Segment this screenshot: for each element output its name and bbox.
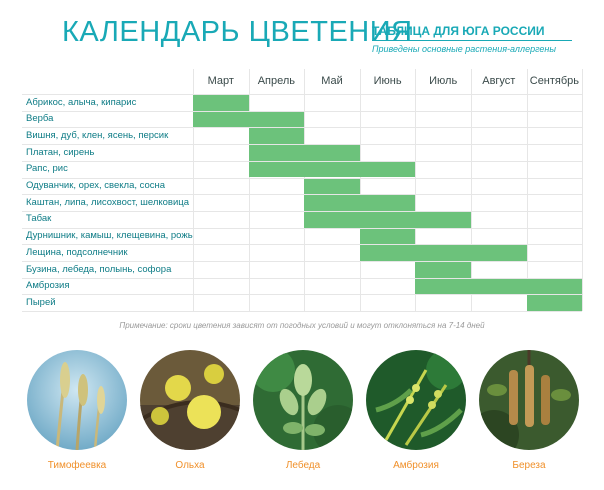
bloom-cell bbox=[527, 295, 583, 311]
month-header: Август bbox=[482, 75, 516, 87]
grid-line bbox=[582, 69, 583, 311]
plant-name: Ольха bbox=[175, 460, 205, 471]
bloom-cell bbox=[249, 145, 305, 161]
bloom-cell bbox=[193, 95, 249, 111]
birch-photo bbox=[479, 350, 579, 450]
plant-row-label: Платан, сирень bbox=[26, 146, 95, 158]
grid-line bbox=[471, 69, 472, 311]
month-header: Сентябрь bbox=[529, 75, 580, 87]
plant-row-label: Амброзия bbox=[26, 280, 70, 292]
plant-row-label: Абрикос, алыча, кипарис bbox=[26, 96, 137, 108]
footnote: Примечание: сроки цветения зависят от погодных условий и могут отклоняться на 7-14 дней bbox=[119, 321, 485, 330]
bloom-cell bbox=[471, 279, 527, 295]
grid-line bbox=[360, 69, 361, 311]
grid-line bbox=[22, 294, 582, 295]
bloom-cell bbox=[471, 245, 527, 261]
month-header: Июнь bbox=[373, 75, 402, 87]
bloom-cell bbox=[304, 145, 360, 161]
bloom-cell bbox=[360, 162, 416, 178]
plant-row-label: Дурнишник, камыш, клещевина, рожь bbox=[26, 230, 193, 242]
plant-row-label: Одуванчик, орех, свекла, сосна bbox=[26, 180, 166, 191]
plant-row-label: Табак bbox=[26, 213, 52, 225]
month-header: Май bbox=[321, 75, 343, 87]
plant-row-label: Пырей bbox=[26, 296, 56, 308]
grid-line bbox=[22, 211, 582, 212]
bloom-cell bbox=[304, 179, 360, 195]
bloom-cell bbox=[304, 212, 360, 228]
plant-name: Лебеда bbox=[285, 460, 321, 471]
bloom-cell bbox=[304, 195, 360, 211]
orache-photo bbox=[253, 350, 353, 450]
bloom-cell bbox=[304, 162, 360, 178]
bloom-cell bbox=[360, 212, 416, 228]
subtitle-note: Приведены основные растения-аллергены bbox=[372, 44, 556, 54]
plant-name: Береза bbox=[512, 460, 546, 471]
plant-name: Тимофеевка bbox=[47, 460, 107, 471]
bloom-cell bbox=[415, 262, 471, 278]
bloom-cell bbox=[527, 279, 583, 295]
plant-row-label: Каштан, липа, лисохвост, шелковица bbox=[26, 196, 189, 208]
page-title: КАЛЕНДАРЬ ЦВЕТЕНИЯ bbox=[62, 16, 413, 48]
bloom-cell bbox=[415, 245, 471, 261]
bloom-cell bbox=[360, 229, 416, 245]
plant-row-label: Рапс, рис bbox=[26, 163, 68, 175]
plant-name: Амброзия bbox=[393, 460, 439, 471]
bloom-cell bbox=[360, 245, 416, 261]
month-header: Март bbox=[207, 75, 234, 87]
grid-line bbox=[527, 69, 528, 311]
timothy-grass-photo bbox=[27, 350, 127, 450]
grid-line bbox=[22, 311, 582, 312]
bloom-cell bbox=[249, 162, 305, 178]
plant-row-label: Лещина, подсолнечник bbox=[26, 246, 128, 258]
month-header: Апрель bbox=[257, 75, 296, 87]
month-header: Июль bbox=[429, 75, 458, 87]
ragweed-photo bbox=[366, 350, 466, 450]
bloom-cell bbox=[249, 128, 305, 144]
plant-row-label: Вишня, дуб, клен, ясень, персик bbox=[26, 129, 169, 141]
bloom-cell bbox=[360, 195, 416, 211]
bloom-cell bbox=[415, 212, 471, 228]
bloom-calendar-table bbox=[22, 69, 582, 311]
bloom-cell bbox=[249, 112, 305, 128]
bloom-cell bbox=[415, 279, 471, 295]
header bbox=[0, 0, 604, 68]
subtitle-block bbox=[372, 24, 572, 54]
subtitle: ТАБЛИЦА ДЛЯ ЮГА РОССИИ bbox=[372, 24, 572, 41]
bloom-cell bbox=[193, 112, 249, 128]
plant-gallery bbox=[0, 350, 604, 490]
alder-photo bbox=[140, 350, 240, 450]
plant-row-label: Бузина, лебеда, полынь, софора bbox=[26, 263, 172, 275]
plant-row-label: Верба bbox=[26, 113, 54, 125]
grid-line bbox=[249, 69, 250, 311]
